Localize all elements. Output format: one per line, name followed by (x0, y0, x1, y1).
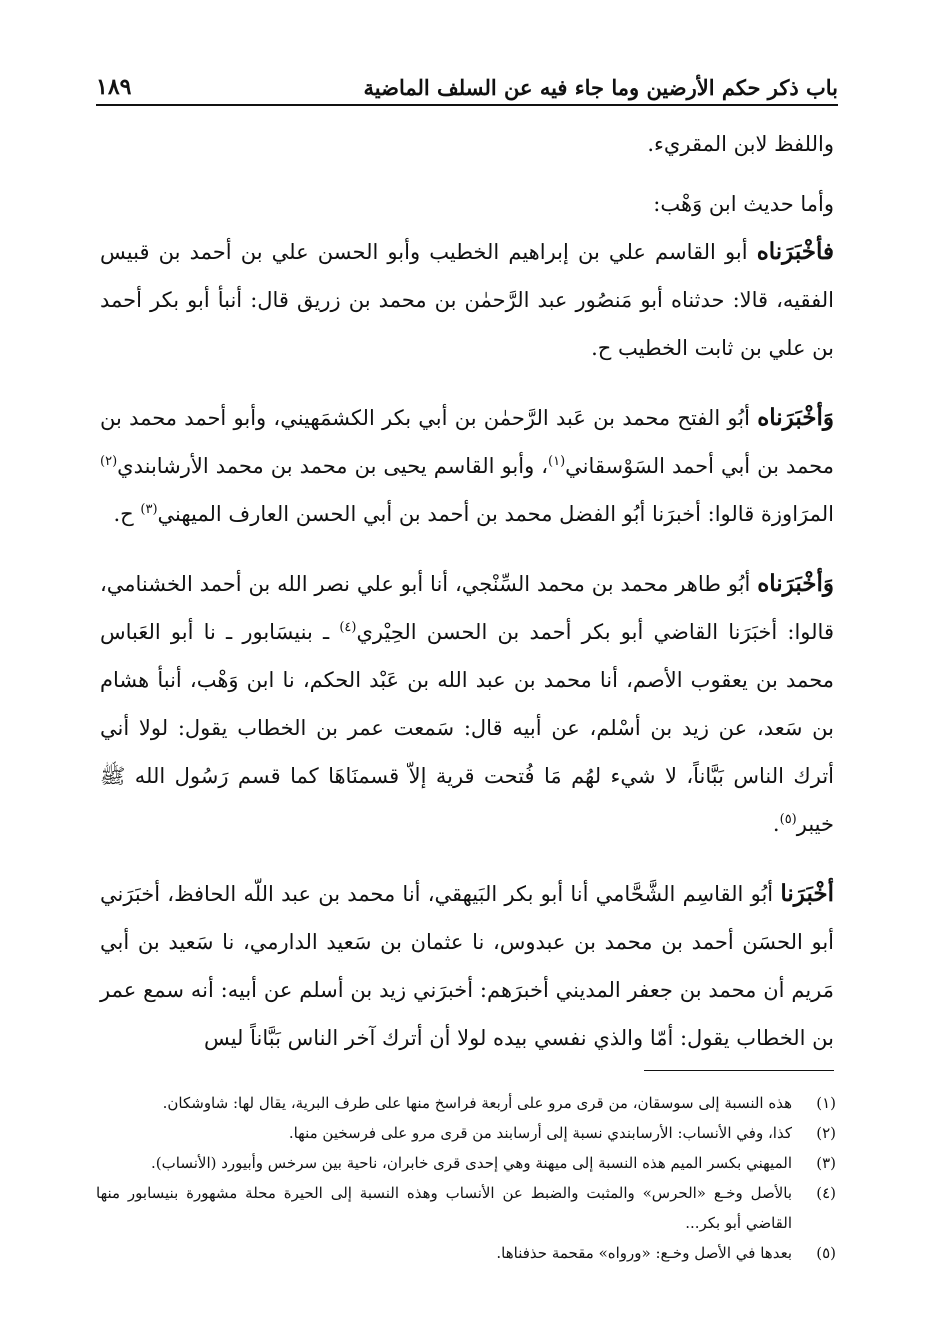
paragraph-3 (100, 228, 834, 372)
paragraph-4-text-3: المرَاوزة قالوا: أخبرَنا أبُو الفضل محمد بن أحمد بن أبي الحسن العارف الميهني (157, 502, 834, 526)
footnote-ref-2[interactable]: (٢) (100, 454, 118, 469)
page-number: ١٨٩ (96, 74, 132, 100)
footnote-text: كذا، وفي الأنساب: الأرسابندي نسبة إلى أرسابند من قرى مرو على فرسخين منها. (288, 1124, 792, 1142)
paragraph-6 (100, 870, 834, 1062)
paragraph-5-text-1: أبُو طاهر محمد بن محمد السِّنْجي، أنا أبو علي نصر الله بن أحمد الخشنامي، قالوا: أخبَرَنا القاضي أبو بكر أحمد بن الحسن الحِيْري (100, 572, 834, 644)
paragraph-5-text-2: ـ بنيسَابور ـ نا أبو العَباس محمد بن يعقوب الأصم، أنا محمد بن عبد الله بن عَبْد الحكم، نا ابن وَهْب، أنبأ هشام بن سَعد، عن زيد بن أسْلم، عن أبيه قال: سَمعت عمر بن الخطاب يقول: لولا أني أترك الناس بَبَّاناً، لا شيء لهُم مَا فُتحت قرية إلاّ قسمنَاهَا كما قسم رَسُول الله ﷺ خيبر (100, 620, 834, 836)
footnote-text: بعدها في الأصل وخـع: «ورواه» مقحمة حذفناها. (496, 1244, 792, 1262)
footnote-number: (٣) (816, 1154, 836, 1172)
paragraph-5-text-3: . (772, 812, 780, 836)
footnote-text: الميهني بكسر الميم هذه النسبة إلى ميهنة وهي إحدى قرى خابران، ناحية بين سرخس وأبيورد (الأنساب). (151, 1154, 792, 1172)
footnote-3 (96, 1148, 836, 1178)
paragraph-3-text: أبو القاسم علي بن إبراهيم الخطيب وأبو الحسن علي بن أحمد بن قبيس الفقيه، قالا: حدثناه أبو مَنصُور عبد الرَّحمٰن بن محمد بن زريق قال: أنبأ أبو بكر أحمد بن علي بن ثابت الخطيب ح. (100, 240, 834, 360)
chapter-title: باب ذكر حكم الأرضين وما جاء فيه عن السلف الماضية (363, 75, 838, 100)
footnote-ref-1[interactable]: (١) (548, 454, 566, 469)
footnote-number: (١) (816, 1094, 836, 1112)
footnote-text: هذه النسبة إلى سوسقان، من قرى مرو على أربعة فراسخ منها على طرف البرية، يقال لها: شاوشكان. (162, 1094, 792, 1112)
footnotes (96, 1088, 836, 1268)
footnote-ref-3[interactable]: (٣) (140, 502, 158, 517)
paragraph-6-text: أبُو القاسِم الشَّحَّامي أنا أبو بكر البَيهقي، أنا محمد بن عبد اللّه الحافظ، أخبَرَني أبو الحسَن أحمد بن محمد بن عبدوس، نا عثمان بن سَعيد الدارمي، نا سَعيد بن أبي مَريم أن محمد بن جعفر المديني أخبرَهم: أخبرَني زيد بن أسلم عن أبيه: أنه سمع عمر بن الخطاب يقول: أمّا والذي نفسي بيده لولا أن أترك آخر الناس بَبَّاناً ليس (100, 882, 834, 1050)
paragraph-2: وأما حديث ابن وَهْب: (653, 192, 834, 216)
paragraph-3-lead: فأخْبَرَناه (756, 238, 834, 265)
footnote-5 (96, 1238, 836, 1268)
footnote-ref-5[interactable]: (٥) (779, 812, 797, 827)
footnote-text: بالأصل وخـع «الحرس» والمثبت والضبط عن الأنساب وهذه النسبة إلى الحيرة محلة مشهورة بنيسابور منها القاضي أبو بكر... (96, 1184, 792, 1232)
footnote-separator (644, 1070, 834, 1071)
paragraph-6-lead: أخْبَرَنا (780, 880, 834, 907)
footnote-4 (96, 1178, 836, 1238)
paragraph-4-text-2: ، وأبو القاسم يحيى بن محمد بن محمد الأرشابندي (117, 454, 549, 478)
paragraph-5 (100, 560, 834, 848)
paragraph-4-text-4: ح. (113, 502, 141, 526)
paragraph-4-text-1: أبُو الفتح محمد بن عَبد الرَّحمٰن بن أبي بكر الكشمَهيني، وأبو أحمد محمد بن محمد بن أبي أحمد السَوْسقاني (100, 406, 834, 478)
footnote-number: (٤) (816, 1184, 836, 1202)
paragraph-5-lead: وَأخْبَرَناه (757, 570, 834, 597)
footnote-number: (٢) (816, 1124, 836, 1142)
paragraph-1: واللفظ لابن المقريء. (647, 132, 834, 156)
paragraph-4-lead: وَأخْبَرَناه (757, 404, 834, 431)
main-text (100, 120, 834, 1062)
paragraph-4 (100, 394, 834, 538)
footnote-2 (96, 1118, 836, 1148)
footnote-number: (٥) (816, 1244, 836, 1262)
footnote-ref-4[interactable]: (٤) (339, 620, 357, 635)
running-header (96, 64, 838, 106)
footnote-1 (96, 1088, 836, 1118)
